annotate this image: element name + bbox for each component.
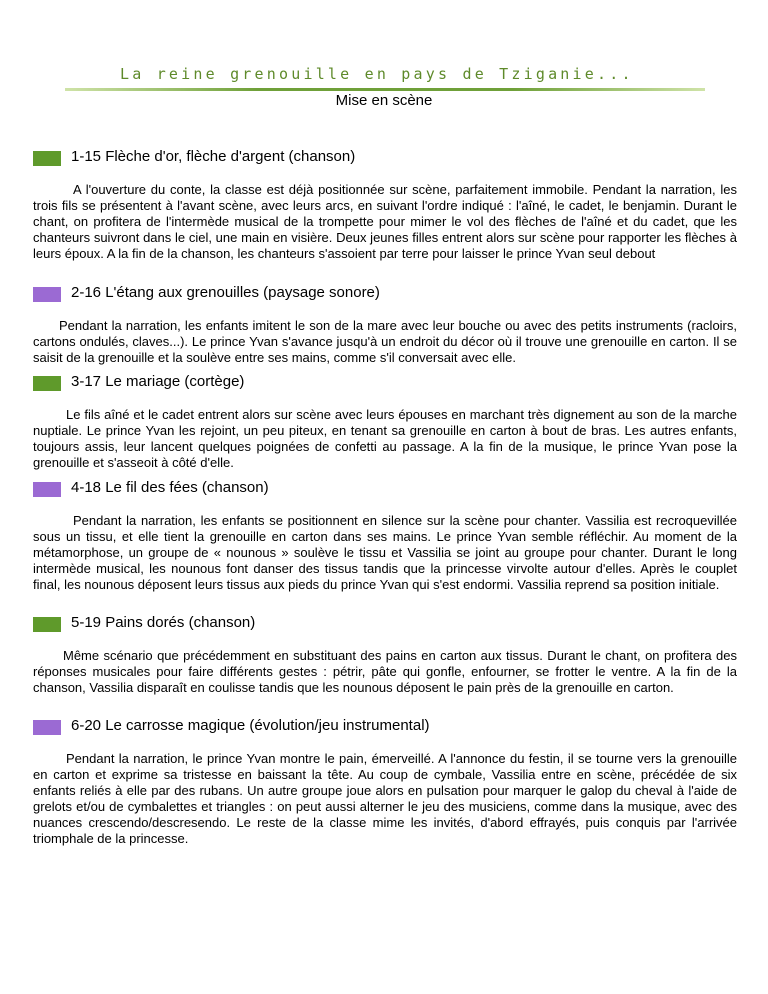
section-paragraph: Pendant la narration, le prince Yvan montre le pain, émerveillé. A l'annonce du festin, il se tourne vers la grenouille en carton et exprime sa tristesse en baissant la tête. Au coup de cymbale, Vassilia entre en scène, précédée de six enfants reliés à elle par des rubans. Un autre groupe joue alors en pulsation pour marquer le galop du cheval à l'aide de grelots et/ou de cymbalettes et triangles : on peut aussi alterner le jeu des musiciens, comme dans la musique, avec des nuances crescendo/descresendo. Le reste de la classe mime les invités, d'abord effrayés, puis conquis par l'arrivée triomphale de la princesse. [33,751,737,846]
section-title: 3-17 Le mariage (cortège) [71,373,245,390]
section-title: 2-16 L'étang aux grenouilles (paysage sonore) [71,284,380,301]
purple-marker [33,720,61,735]
section-3 [33,373,737,471]
section-title: 4-18 Le fil des fées (chanson) [71,479,269,496]
section-paragraph: A l'ouverture du conte, la classe est déjà positionnée sur scène, parfaitement immobile. Pendant la narration, les trois fils se présentent à l'avant scène, avec leurs arcs, en suivant l'ordre indiqué : l'aîné, le cadet, le benjamin. Durant le chant, on profitera de l'intermède musical de la trompette pour mimer le vol des flèches de l'aîné et du cadet, que les chanteurs suivront dans le ciel, une main en visière. Deux jeunes filles entrent alors sur scène pour rapporter les flèches à leurs époux. A la fin de la chanson, les chanteurs s'assoient par terre pour laisser le prince Yvan seul debout [33,182,737,261]
section-6 [33,717,737,847]
section-heading [33,373,737,395]
section-1 [33,148,737,262]
section-2 [33,284,737,366]
title-underline [65,88,705,91]
section-5 [33,614,737,696]
green-marker [33,617,61,632]
section-title: 1-15 Flèche d'or, flèche d'argent (chanson) [71,148,356,165]
section-paragraph: Même scénario que précédemment en substituant des pains en carton aux tissus. Durant le chant, on profitera des réponses musicales pour faire différents gestes : pétrir, pâte qui gonfle, enfourner, se frotter le ventre. A la fin de la chanson, Vassilia disparaît en coulisse tandis que les nounous déposent le pain près de la grenouille en carton. [33,648,737,695]
section-paragraph: Pendant la narration, les enfants imitent le son de la mare avec leur bouche ou avec des petits instruments (racloirs, cartons ondulés, claves...). Le prince Yvan s'avance jusqu'à un endroit du décor où il trouve une grenouille en carton. Il se saisit de la grenouille et la soulève entre ses mains, comme s'il conversait avec elle. [33,318,737,365]
section-heading [33,479,737,501]
green-marker [33,151,61,166]
section-title: 5-19 Pains dorés (chanson) [71,614,256,631]
green-marker [33,376,61,391]
section-heading [33,284,737,306]
section-paragraph: Pendant la narration, les enfants se positionnent en silence sur la scène pour chanter. Vassilia est recroquevillée sous un tissu, et elle tient la grenouille en carton dans ses mains. Le prince Yvan semble réfléchir. Au moment de la métamorphose, un groupe de « nounous » soulève le tissu et Vassilia se joint au groupe pour chanter. Durant le long intermède musical, les nounous font danser des tissus tandis que la princesse virvolte autour d'elles. Après le couplet final, les nounous déposent leurs tissus aux pieds du prince Yvan qui s'est endormi. Vassilia reprend sa position initiale. [33,513,737,592]
section-heading [33,717,737,739]
section-4 [33,479,737,593]
section-paragraph: Le fils aîné et le cadet entrent alors sur scène avec leurs épouses en marchant très dignement au son de la marche nuptiale. Le prince Yvan les rejoint, un peu piteux, en tenant sa grenouille en carton à bout de bras. Les autres enfants, toujours assis, leur lancent quelques poignées de confetti au passage. A la fin de la musique, le prince Yvan pose la grenouille et s'asseoit à côté d'elle. [33,407,737,470]
purple-marker [33,287,61,302]
purple-marker [33,482,61,497]
document-title: La reine grenouille en pays de Tziganie... [120,65,634,83]
section-heading [33,148,737,170]
section-heading [33,614,737,636]
section-title: 6-20 Le carrosse magique (évolution/jeu instrumental) [71,717,430,734]
document-subtitle: Mise en scène [335,92,433,109]
